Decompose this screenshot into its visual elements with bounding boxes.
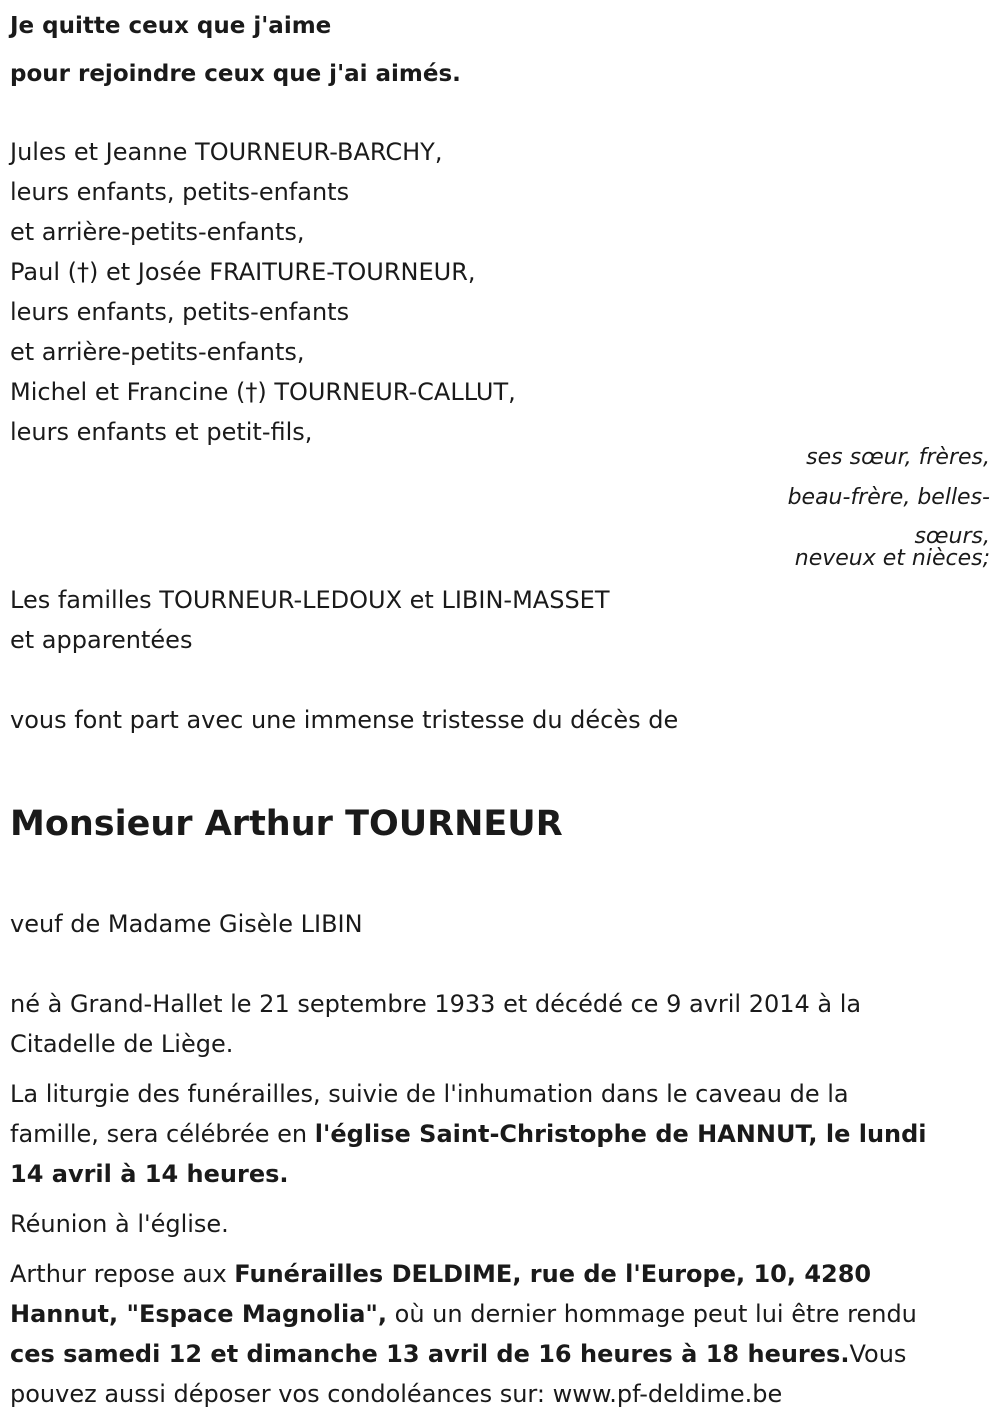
family-line: et arrière-petits-enfants, (10, 338, 305, 366)
repose-line-3-text: Vous (849, 1340, 907, 1368)
repose-line-2 (10, 1294, 990, 1334)
repose-line-1 (10, 1254, 990, 1294)
liturgy-line-2-text: famille, sera célébrée en (10, 1120, 315, 1148)
family-line: Michel et Francine (†) TOURNEUR-CALLUT, (10, 378, 516, 406)
funeral-home-address: Funérailles DELDIME, rue de l'Europe, 10, 4280 (234, 1260, 872, 1288)
other-families-line-1: Les familles TOURNEUR-LEDOUX et LIBIN-MASSET (10, 586, 610, 614)
widow-line: veuf de Madame Gisèle LIBIN (10, 910, 363, 938)
relatives-line-3: sœurs, (914, 524, 990, 549)
epigraph-line-2: pour rejoindre ceux que j'ai aimés. (10, 61, 461, 87)
other-families-line-2: et apparentées (10, 626, 193, 654)
other-families (10, 580, 990, 660)
relatives-line-1: ses sœur, frères, (806, 445, 990, 470)
family-line: Paul (†) et Josée FRAITURE-TOURNEUR, (10, 258, 476, 286)
epigraph (10, 2, 990, 98)
repose-line-1-text: Arthur repose aux (10, 1260, 235, 1288)
relatives-line-2: beau-frère, belles- (787, 485, 990, 510)
relatives-right-block (730, 438, 990, 570)
liturgy-line-1: La liturgie des funérailles, suivie de l'inhumation dans le caveau de la (10, 1080, 849, 1108)
family-line: leurs enfants, petits-enfants (10, 178, 350, 206)
repose-line-2-text: où un dernier hommage peut lui être rendu (387, 1300, 917, 1328)
family-line: Jules et Jeanne TOURNEUR-BARCHY, (10, 138, 443, 166)
liturgy-paragraph (10, 1074, 990, 1194)
deceased-name: Monsieur Arthur TOURNEUR (10, 804, 563, 844)
family-line: leurs enfants, petits-enfants (10, 298, 350, 326)
family-list (10, 132, 990, 452)
birth-line-2: Citadelle de Liège. (10, 1030, 234, 1058)
condolences-line: pouvez aussi déposer vos condoléances sur: www.pf-deldime.be (10, 1380, 783, 1408)
liturgy-date: 14 avril à 14 heures. (10, 1160, 289, 1188)
announcement: vous font part avec une immense tristesse du décès de (10, 706, 679, 734)
reunion-paragraph (10, 1204, 990, 1244)
repose-paragraph (10, 1254, 990, 1414)
relatives-line-4: neveux et nièces; (794, 546, 990, 571)
reunion-line: Réunion à l'église. (10, 1210, 229, 1238)
funeral-home-room: Hannut, "Espace Magnolia", (10, 1300, 388, 1328)
family-line: leurs enfants et petit-fils, (10, 418, 313, 446)
family-line: et arrière-petits-enfants, (10, 218, 305, 246)
liturgy-line-2 (10, 1114, 990, 1154)
liturgy-church: l'église Saint-Christophe de HANNUT, le lundi (314, 1120, 927, 1148)
repose-line-3 (10, 1334, 990, 1374)
epigraph-line-1: Je quitte ceux que j'aime (10, 13, 332, 39)
visitation-times: ces samedi 12 et dimanche 13 avril de 16 heures à 18 heures. (10, 1340, 850, 1368)
birth-paragraph (10, 984, 990, 1064)
birth-line-1: né à Grand-Hallet le 21 septembre 1933 et décédé ce 9 avril 2014 à la (10, 990, 862, 1018)
obituary-page (10, 0, 990, 1414)
